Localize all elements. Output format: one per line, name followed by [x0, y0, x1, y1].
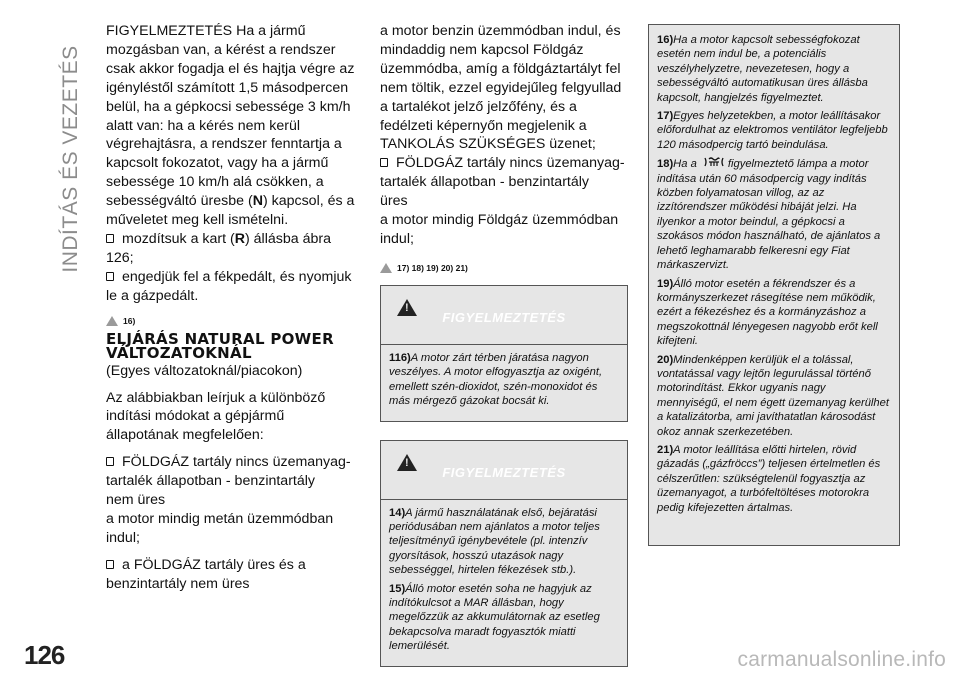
b1-bold: R: [234, 230, 245, 247]
checkbox-bullet-icon: [106, 457, 114, 466]
reference-row: [106, 316, 356, 326]
note-20: [657, 353, 891, 439]
section-heading: ELJÁRÁS NATURAL POWER VÁLTOZATOKNÁL: [106, 329, 334, 362]
notes-box: [648, 24, 900, 546]
spacer: [106, 445, 356, 453]
b4-text: a FÖLDGÁZ tartály üres és a benzintartály nem üres: [106, 556, 306, 592]
checkbox-bullet-icon: [106, 272, 114, 281]
b1-pre: mozdítsuk a kart (: [122, 230, 235, 247]
p1-bold: N: [252, 193, 263, 210]
column-2: [380, 22, 628, 667]
warning-box-title: FIGYELMEZTETÉS: [442, 309, 566, 325]
bullet-item: [106, 453, 356, 491]
paragraph-benzin: a motor benzin üzemmódban indul, és mindaddig nem kapcsol Földgáz üzemmódba, amíg a földgáztartályt fel nem töltik, ezzel egyidejűleg felgyullad a tartalékot jelző jelzőfény, és a fedélzeti képernyőn megjelenik a TANKOLÁS SZÜKSÉGES üzenet;: [380, 23, 622, 153]
note-number: 16): [657, 34, 674, 46]
line: a motor mindig Földgáz üzemmódban indul;: [380, 212, 619, 247]
checkbox-bullet-icon: [106, 560, 114, 569]
b1-line: FÖLDGÁZ tartály nincs üzemanyag-tartalék állapotban - benzintartály: [380, 155, 625, 191]
bullet-item: [106, 556, 356, 594]
b1-post: ) állásba ábra 126;: [106, 230, 331, 266]
note-text: Mindenképpen kerüljük el a tolással, vontatással vagy lejtőn legurulással történő motorindítást. Ekkor ugyanis nagy mennyiségű, el nem égett üzemanyag kerülhet a katalizátorba, ami javíthatatlan károsodást okoz annak szerkezetében.: [657, 353, 889, 438]
page-number: 126: [24, 640, 65, 670]
checkbox-bullet-icon: [106, 234, 114, 243]
note-text: Ha a motor kapcsolt sebességfokozat esetén nem indul be, a potenciális veszélyhelyzetre, nevezetesen, hogy a sebességváltó automatikusan üres állásba kapcsolt, hangjelzés figyelmeztet.: [657, 34, 868, 104]
p1-end: ) kapcsol, és a műveletet meg kell ismételni.: [106, 193, 355, 229]
warning-note: [389, 351, 619, 409]
note-number: 17): [657, 110, 674, 123]
warning-box-title: FIGYELMEZTETÉS: [442, 464, 566, 480]
note-text: Álló motor esetén a fékrendszer és a kormányszerkezet rásegítése nem működik, ezért a fékezéshez és a kormányzáshoz a megszokottnál lényegesen nagyobb erőt kell kifejteni.: [657, 277, 878, 348]
paragraph-intro: Az alábbiakban leírjuk a különböző indítási módokat a gépjármű állapotának megfelelően:: [106, 389, 326, 444]
ref-numbers: 16): [123, 315, 136, 326]
checkbox-bullet-icon: [380, 158, 388, 167]
warning-box-body: [381, 344, 627, 421]
note-17: [657, 109, 891, 152]
chapter-title-text: INDÍTÁS ÉS VEZETÉS: [59, 45, 82, 273]
warning-triangle-icon: [106, 316, 118, 326]
note-text: A motor leállítása előtti hirtelen, rövid gázadás („gázfröccs”) teljesen értelmetlen és célszerűtlen: szükségtelenül fogyasztja az üzemanyagot, a turbófeltöltéses motorokra pedig kifejezetten ártalmas.: [657, 443, 881, 514]
note-19: [657, 277, 891, 349]
note-number: 19): [657, 277, 674, 290]
note-21: [657, 443, 891, 515]
note-number: 15): [389, 582, 406, 595]
line: nem üres: [106, 492, 166, 509]
warning-box-body: [381, 499, 627, 666]
paragraph-warning-intro: [106, 22, 356, 230]
watermark: carmanualsonline.info: [737, 648, 946, 671]
chapter-side-title: [56, 14, 86, 304]
note-text-pre: Ha a: [673, 158, 697, 171]
b2-text: engedjük fel a fékpedált, és nyomjuk le a gázpedált.: [106, 268, 352, 304]
note-number: 116): [389, 351, 411, 364]
warning-triangle-icon: [380, 263, 392, 273]
note-16: [657, 33, 891, 105]
note-text: Egyes helyzetekben, a motor leállításakor előfordulhat az elektromos ventilátor legfeljebb 120 másodpercig tartó beindulása.: [657, 110, 888, 151]
warning-box-1: [380, 285, 628, 422]
bullet-item: [380, 154, 628, 192]
note-number: 21): [657, 443, 674, 456]
ref-numbers: 17) 18) 19) 20) 21): [397, 262, 468, 273]
warning-note: [389, 506, 619, 578]
note-text-post: figyelmeztető lámpa a motor indítása után 60 másodpercig vagy indítás közben folyamatosan villog, az az izzítórendszer működési hibáját jelzi. Ha ilyenkor a motor beindul, a gépkocsi a szokásos módon használható, de ajánlatos a lehető leghamarabb felkeresni egy Fiat márkaszervizt.: [657, 158, 881, 272]
spacer: [106, 548, 356, 556]
warning-box-header: [381, 441, 627, 499]
b3-line: FÖLDGÁZ tartály nincs üzemanyag-tartalék állapotban - benzintartály: [106, 454, 351, 490]
bullet-item: [106, 268, 356, 306]
note-18: [657, 156, 891, 272]
warning-note: [389, 582, 619, 654]
note-text: Álló motor esetén soha ne hagyjuk az indítókulcsot a MAR állásban, hogy megelőzzük az akkumulátornak az esetleg bekapcsolva maradt fogyasztók miatti lemerülését.: [389, 582, 600, 653]
note-number: 20): [657, 353, 674, 366]
warning-box-2: [380, 440, 628, 667]
p1-text: FIGYELMEZTETÉS Ha a jármű mozgásban van, a kérést a rendszer csak akkor fogadja el és hajtja végre az igényléstől számított 1,5 másodpercen belül, ha a gépkocsi sebessége 3 km/h alatt van: ha a kérés nem kerül végrehajtásra, a rendszer fenntartja a kapcsolt fokozatot, vagy ha a jármű sebessége 10 km/h alá csökken, a sebességváltó üresbe (: [106, 23, 355, 210]
note-number: 18): [657, 158, 674, 171]
reference-row: [380, 263, 628, 273]
warning-box-header: [381, 286, 627, 344]
spacer: [106, 381, 356, 389]
note-text: A jármű használatának első, bejáratási periódusában nem ajánlatos a motor teljes teljesítményű igénybevétele (pl. intenzív gyorsítások, hosszú utazások nagy sebességgel, hirtelen fékezések stb.).: [389, 506, 600, 577]
note-text: A motor zárt térben járatása nagyon veszélyes. A motor elfogyasztja az oxigént, emellett szén-dioxidot, szén-monoxidot és más mérgező gázokat bocsát ki.: [389, 351, 603, 408]
bullet-item: [106, 230, 356, 268]
glow-plug-icon: [703, 156, 725, 168]
column-1: [106, 22, 356, 594]
section-subheading: (Egyes változatoknál/piacokon): [106, 362, 303, 379]
line: a motor mindig metán üzemmódban indul;: [106, 510, 334, 546]
line: üres: [380, 193, 408, 210]
note-number: 14): [389, 506, 406, 519]
